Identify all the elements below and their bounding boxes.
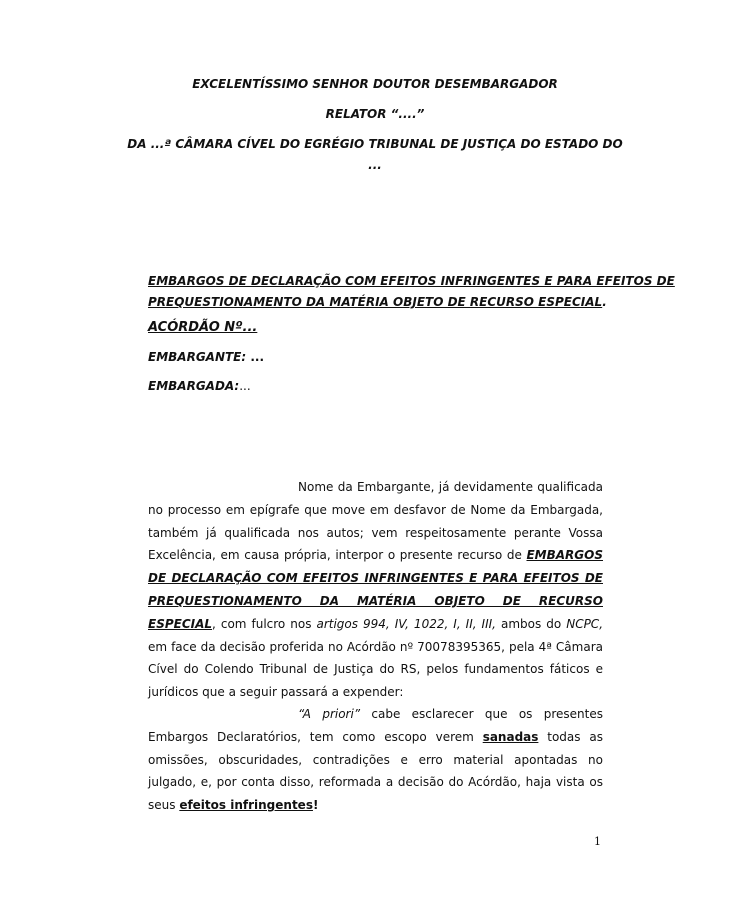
case-title-line-1: EMBARGOS DE DECLARAÇÃO COM EFEITOS INFRINGENTES E PARA EFEITOS DE — [148, 274, 675, 288]
p2-exclamation: ! — [312, 798, 319, 813]
header-estado: ... — [368, 158, 382, 172]
p1-artigos: artigos 994, IV, 1022, I, II, III, — [316, 616, 496, 631]
case-title-line-2 — [148, 295, 607, 309]
embargada-label: EMBARGADA: — [148, 379, 240, 393]
p2-efeitos-infringentes: efeitos infringentes — [179, 798, 313, 813]
acordao-label: ACÓRDÃO Nº... — [148, 320, 258, 335]
p2-sanadas: sanadas — [482, 729, 539, 744]
embargada-field — [148, 379, 251, 393]
paragraph-intro — [148, 476, 603, 704]
case-title-line-2-text: PREQUESTIONAMENTO DA MATÉRIA OBJETO DE RECURSO ESPECIAL — [148, 295, 603, 309]
page-number: 1 — [594, 835, 601, 848]
p1-text-1: Nome da Embargante, já devidamente qualificada no processo em epígrafe que move em desfavor de Nome da Embargada, também já qualificada nos autos; vem respeitosamente perante Vossa Excelência, em causa própria, interpor o presente recurso de — [148, 480, 603, 563]
p1-recurso-title: EMBARGOS DE DECLARAÇÃO COM EFEITOS INFRINGENTES E PARA EFEITOS DE PREQUESTIONAMENTO DA MATÉRIA OBJETO DE RECURSO ESPECIAL — [148, 548, 603, 631]
embargante-label: EMBARGANTE: — [148, 350, 247, 364]
p2-text-1: cabe esclarecer que os presentes Embargos Declaratórios, tem como escopo verem — [148, 707, 603, 744]
p1-text-2: , com fulcro nos — [212, 616, 317, 631]
p2-text-2: todas as omissões, obscuridades, contradições e erro material apontadas no julgado, e, por conta disso, reformada a decisão do Acórdão, haja vista os seus — [148, 729, 603, 813]
paragraph-a-priori — [148, 703, 603, 817]
embargada-value: ... — [239, 379, 251, 393]
case-title-period: . — [602, 295, 607, 309]
header-addressee: EXCELENTÍSSIMO SENHOR DOUTOR DESEMBARGADOR — [192, 77, 558, 91]
p1-text-3: ambos do — [495, 616, 567, 631]
p1-text-4: em face da decisão proferida no Acórdão nº 70078395365, pela 4ª Câmara Cível do Colendo Tribunal de Justiça do RS, pelos fundamentos fáticos e jurídicos que a seguir passará a expender: — [148, 639, 603, 700]
embargante-value: ... — [246, 350, 265, 364]
header-relator: RELATOR “....” — [325, 107, 425, 121]
p1-ncpc: NCPC, — [566, 616, 604, 631]
header-camara: DA ...ª CÂMARA CÍVEL DO EGRÉGIO TRIBUNAL DE JUSTIÇA DO ESTADO DO — [127, 137, 623, 151]
p2-a-priori: “A priori” — [298, 707, 361, 721]
embargante-field — [148, 350, 264, 364]
